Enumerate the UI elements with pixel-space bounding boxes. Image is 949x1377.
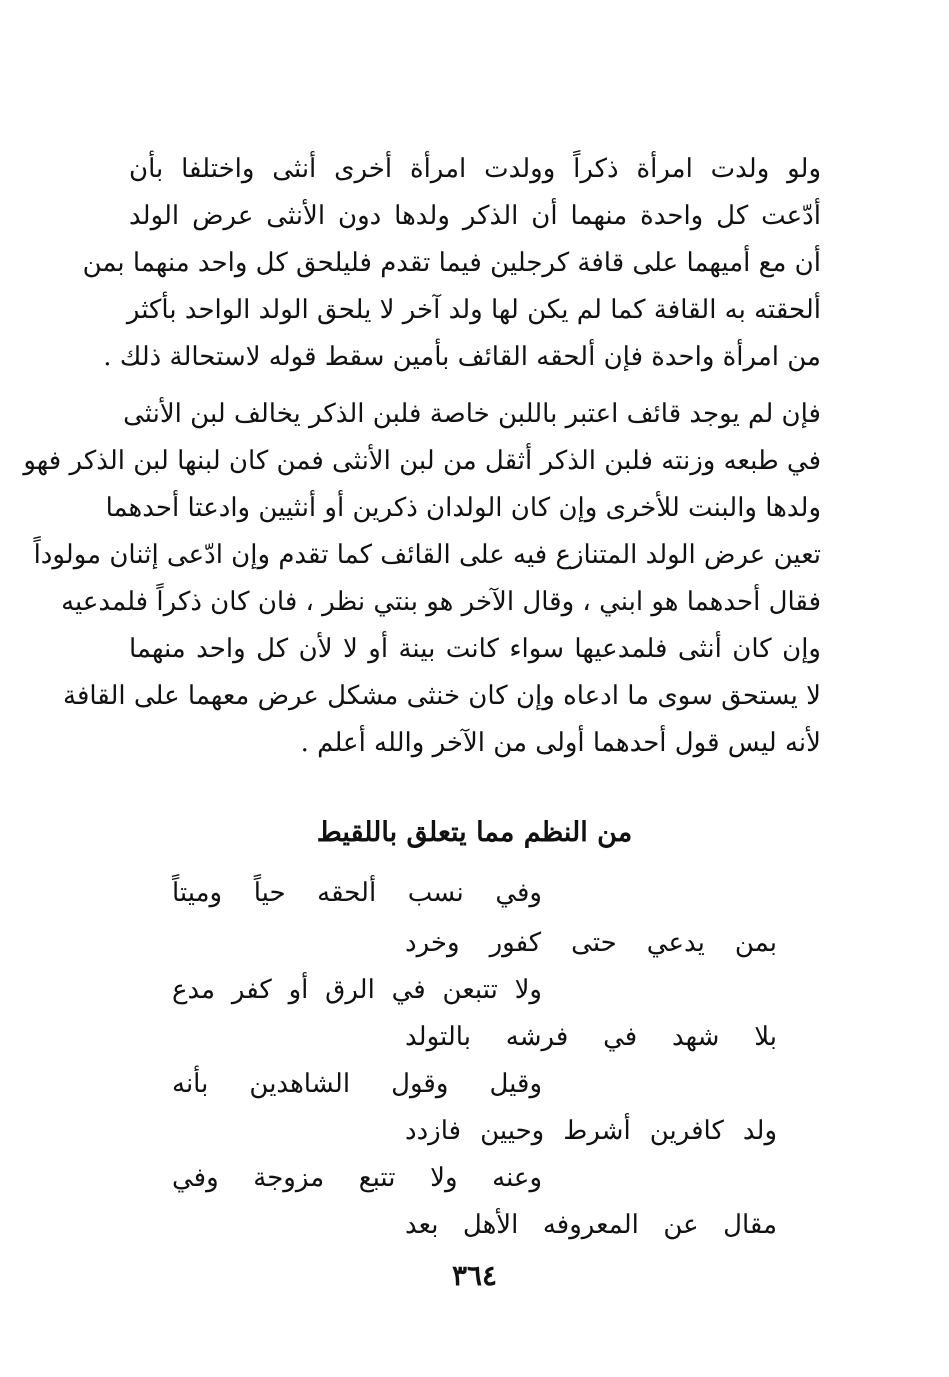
paragraph-1-line: من امرأة واحدة فإن ألحقه القائف بأمين سقط قوله لاستحالة ذلك . [103, 342, 821, 372]
paragraph-2-line: فإن لم يوجد قائف اعتبر باللبن خاصة فلبن الذكر يخالف لبن الأنثى [123, 399, 821, 429]
poem-hemistich: وفي نسب ألحقه حياً وميتاً [172, 878, 542, 908]
paragraph-2-line: وإن كان أنثى فلمدعيها سواء كانت بينة أو لا لأن كل واحد منهما [129, 634, 821, 664]
paragraph-2-line: لأنه ليس قول أحدهما أولى من الآخر والله أعلم . [300, 728, 821, 758]
paragraph-1-line: ألحقته به القافة كما لم يكن لها ولد آخر لا يلحق الولد الواحد بأكثر [126, 295, 821, 325]
paragraph-2-line: في طبعه وزنته فلبن الذكر أثقل من لبن الأنثى فمن كان لبنها لبن الذكر فهو [23, 446, 821, 476]
poem-hemistich: وقيل وقول الشاهدين بأنه [172, 1069, 542, 1099]
page-number: ٣٦٤ [451, 1259, 498, 1292]
paragraph-2-line: تعين عرض الولد المتنازع فيه على القائف كما تقدم وإن ادّعى إثنان مولوداً [33, 540, 821, 570]
section-heading: من النظم مما يتعلق باللقيط [316, 817, 633, 848]
poem-hemistich: وعنه ولا تتبع مزوجة وفي [172, 1163, 542, 1193]
poem-hemistich: مقال عن المعروفه الأهل بعد [405, 1210, 777, 1240]
poem-hemistich: بمن يدعي حتى كفور وخرد [405, 928, 777, 958]
paragraph-1-line: أن مع أميهما على قافة كرجلين فيما تقدم فليلحق كل واحد منهما بمن [82, 248, 821, 278]
paragraph-2-line: لا يستحق سوى ما ادعاه وإن كان خنثى مشكل عرض معهما على القافة [63, 681, 821, 711]
paragraph-1-line: أدّعت كل واحدة منهما أن الذكر ولدها دون الأنثى عرض الولد [129, 201, 821, 231]
paragraph-2-line: ولدها والبنت للأخرى وإن كان الولدان ذكرين أو أنثيين وادعتا أحدهما [105, 493, 821, 523]
poem-hemistich: بلا شهد في فرشه بالتولد [405, 1022, 777, 1052]
paragraph-2-line: فقال أحدهما هو ابني ، وقال الآخر هو بنتي نظر ، فان كان ذكراً فلمدعيه [61, 587, 821, 617]
poem-hemistich: ولا تتبعن في الرق أو كفر مدع [172, 975, 542, 1005]
paragraph-1-line: ولو ولدت امرأة ذكراً وولدت امرأة أخرى أنثى واختلفا بأن [129, 154, 821, 184]
poem-hemistich: ولد كافرين أشرط وحيين فازدد [405, 1116, 777, 1146]
